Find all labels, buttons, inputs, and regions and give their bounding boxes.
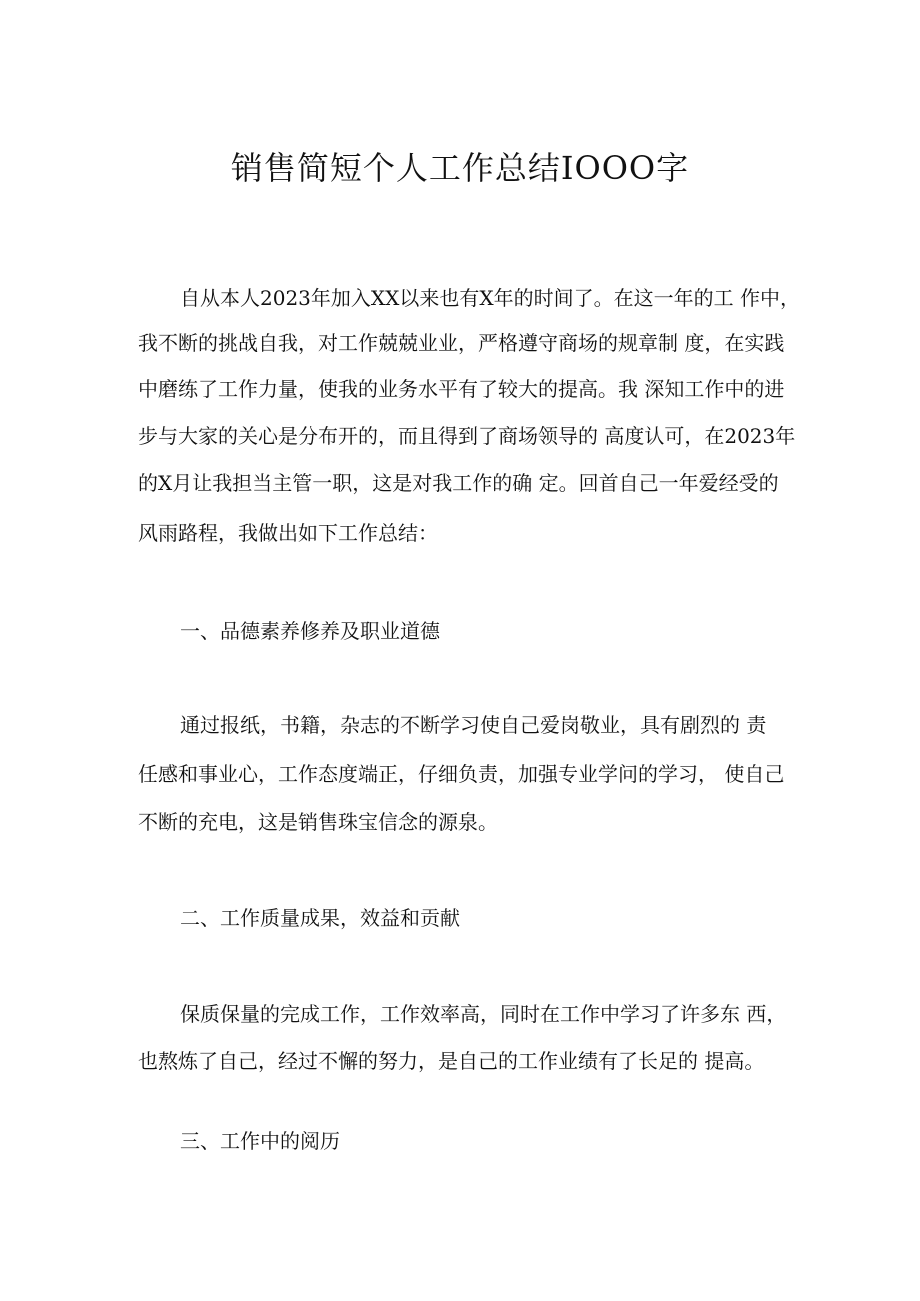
section-3-heading: 三、工作中的阅历	[180, 1129, 340, 1153]
document-title: 销售简短个人工作总结IOOO字	[230, 149, 690, 187]
intro-line-4: 步与大家的关心是分布开的，而且得到了商场领导的 高度认可，在2023年	[138, 424, 796, 448]
section-1-heading: 一、品德素养修养及职业道德	[180, 619, 440, 643]
section-1-line-3: 不断的充电，这是销售珠宝信念的源泉。	[138, 810, 498, 834]
intro-line-3: 中磨练了工作力量，使我的业务水平有了较大的提高。我 深知工作中的进	[138, 377, 785, 401]
section-2-line-2: 也熬炼了自己，经过不懈的努力，是自己的工作业绩有了长足的 提高。	[138, 1049, 765, 1073]
intro-line-2: 我不断的挑战自我，对工作兢兢业业，严格遵守商场的规章制 度，在实践	[138, 331, 785, 355]
section-2-heading: 二、工作质量成果，效益和贡献	[180, 906, 460, 930]
intro-line-5: 的X月让我担当主管一职，这是对我工作的确 定。回首自己一年爱经受的	[138, 471, 779, 495]
intro-line-6: 风雨路程，我做出如下工作总结：	[138, 521, 438, 545]
section-1-line-1: 通过报纸，书籍，杂志的不断学习使自己爱岗敬业，具有剧烈的 责	[180, 713, 767, 737]
intro-line-1: 自从本人2023年加入XX以来也有X年的时间了。在这一年的工 作中，	[180, 286, 800, 310]
section-1-line-2: 任感和事业心，工作态度端正，仔细负责，加强专业学问的学习， 使自己	[138, 762, 785, 786]
section-2-line-1: 保质保量的完成工作，工作效率高，同时在工作中学习了许多东 西，	[180, 1002, 787, 1026]
